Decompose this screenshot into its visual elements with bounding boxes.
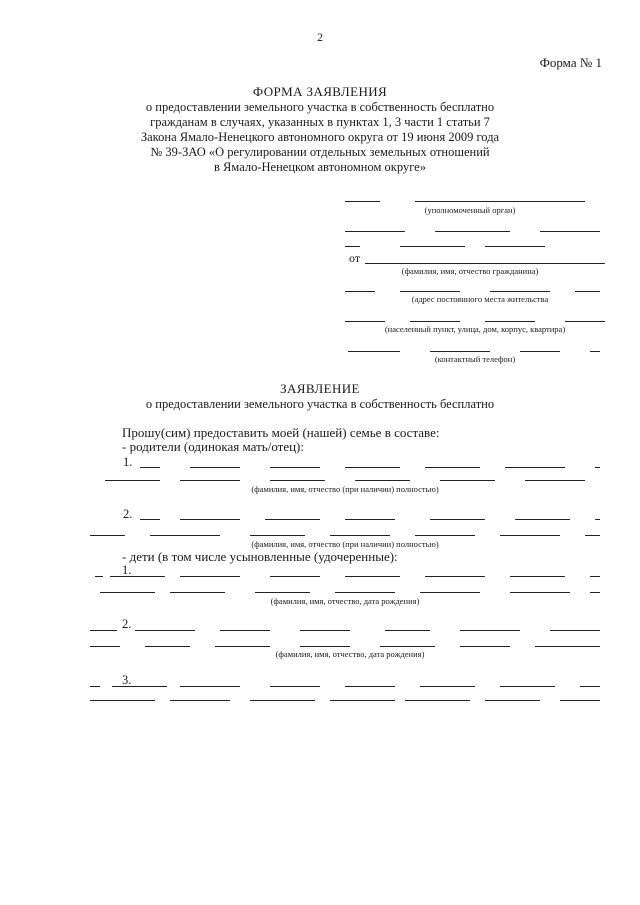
phone-blank[interactable]	[590, 351, 600, 352]
child-1-field[interactable]	[255, 592, 310, 593]
address-caption: (адрес постоянного места жительства	[411, 294, 549, 304]
child-3-number: 3.	[122, 673, 132, 687]
address-blank[interactable]	[490, 291, 550, 292]
request-text: Прошу(сим) предоставить моей (нашей) семье в составе:	[122, 425, 440, 440]
child-3-field[interactable]	[500, 686, 555, 687]
child-2-field[interactable]	[90, 646, 120, 647]
name-blank[interactable]	[345, 246, 360, 247]
authority-blank[interactable]	[540, 231, 600, 232]
child-3-field[interactable]	[90, 700, 155, 701]
child-3-field[interactable]	[270, 686, 320, 687]
children-label: - дети (в том числе усыновленные (удочеренные):	[122, 549, 398, 564]
child-3-field[interactable]	[580, 686, 600, 687]
child-2-field[interactable]	[385, 630, 430, 631]
form-title: ФОРМА ЗАЯВЛЕНИЯ	[252, 84, 388, 99]
child-3-field[interactable]	[345, 686, 395, 687]
parent-2-field[interactable]	[265, 519, 320, 520]
name-caption: (фамилия, имя, отчество гражданина)	[401, 266, 539, 276]
child-1-field[interactable]	[95, 576, 103, 577]
parent-2-field[interactable]	[515, 519, 570, 520]
child-1-field[interactable]	[345, 576, 400, 577]
authority-blank[interactable]	[435, 231, 510, 232]
parent-1-field[interactable]	[425, 467, 480, 468]
child-2-field[interactable]	[135, 630, 195, 631]
child-3-field[interactable]	[250, 700, 315, 701]
locality-blank[interactable]	[565, 321, 605, 322]
child-2-field[interactable]	[215, 646, 270, 647]
parent-2-field[interactable]	[150, 535, 220, 536]
child-2-caption: (фамилия, имя, отчество, дата рождения)	[275, 649, 425, 659]
parents-label: - родители (одинокая мать/отец):	[122, 439, 304, 454]
name-field[interactable]	[365, 263, 605, 264]
child-1-field[interactable]	[510, 592, 570, 593]
child-3-field[interactable]	[560, 700, 600, 701]
phone-blank[interactable]	[348, 351, 400, 352]
authority-blank[interactable]	[345, 201, 380, 202]
child-3-field[interactable]	[420, 686, 475, 687]
parent-2-field[interactable]	[415, 535, 475, 536]
name-blank[interactable]	[485, 246, 545, 247]
parent-1-field[interactable]	[270, 467, 320, 468]
parent-2-field[interactable]	[140, 519, 160, 520]
child-1-field[interactable]	[335, 592, 395, 593]
authority-blank[interactable]	[345, 231, 405, 232]
parent-2-number: 2.	[123, 507, 133, 521]
child-1-field[interactable]	[110, 576, 165, 577]
parent-1-field[interactable]	[345, 467, 400, 468]
child-2-field[interactable]	[380, 646, 435, 647]
child-1-field[interactable]	[100, 592, 155, 593]
child-1-caption: (фамилия, имя, отчество, дата рождения)	[270, 596, 420, 606]
parent-1-field[interactable]	[105, 480, 160, 481]
from-label: от	[349, 251, 361, 265]
phone-blank[interactable]	[430, 351, 490, 352]
form-number: Форма № 1	[539, 55, 602, 70]
parent-1-field[interactable]	[525, 480, 585, 481]
locality-caption: (населенный пункт, улица, дом, корпус, квартира)	[384, 324, 566, 334]
header-line-4: № 39-ЗАО «О регулировании отдельных земельных отношений	[150, 145, 490, 159]
parent-2-field[interactable]	[585, 535, 600, 536]
parent-2-field[interactable]	[180, 519, 240, 520]
statement-subtitle: о предоставлении земельного участка в собственность бесплатно	[145, 397, 495, 411]
authority-blank[interactable]	[415, 201, 585, 202]
parent-2-caption: (фамилия, имя, отчество (при наличии) полностью)	[251, 539, 439, 549]
child-2-field[interactable]	[550, 630, 600, 631]
child-2-field[interactable]	[145, 646, 190, 647]
child-2-field[interactable]	[220, 630, 270, 631]
parent-2-field[interactable]	[500, 535, 560, 536]
child-1-field[interactable]	[170, 592, 225, 593]
parent-2-field[interactable]	[595, 519, 600, 520]
parent-2-field[interactable]	[250, 535, 305, 536]
child-3-field[interactable]	[170, 700, 230, 701]
child-1-number: 1.	[122, 563, 132, 577]
statement-title: ЗАЯВЛЕНИЕ	[280, 381, 360, 396]
authority-caption: (уполномоченный орган)	[424, 205, 516, 215]
parent-2-field[interactable]	[430, 519, 485, 520]
parent-1-field[interactable]	[140, 467, 160, 468]
parent-2-field[interactable]	[90, 535, 125, 536]
child-1-field[interactable]	[420, 592, 480, 593]
parent-1-caption: (фамилия, имя, отчество (при наличии) полностью)	[251, 484, 439, 494]
child-3-field[interactable]	[330, 700, 395, 701]
header-line-2: гражданам в случаях, указанных в пунктах 1, 3 части 1 статьи 7	[150, 115, 490, 129]
child-1-field[interactable]	[180, 576, 240, 577]
child-1-field[interactable]	[425, 576, 485, 577]
child-3-field[interactable]	[112, 686, 167, 687]
parent-2-field[interactable]	[330, 535, 390, 536]
header-line-5: в Ямало-Ненецком автономном округе»	[214, 160, 426, 174]
child-2-field[interactable]	[460, 646, 510, 647]
child-1-field[interactable]	[590, 592, 600, 593]
header-line-3: Закона Ямало-Ненецкого автономного округа от 19 июня 2009 года	[140, 130, 500, 144]
child-3-field[interactable]	[180, 686, 240, 687]
parent-1-field[interactable]	[190, 467, 240, 468]
child-2-field[interactable]	[300, 630, 350, 631]
child-3-field[interactable]	[90, 686, 100, 687]
phone-caption: (контактный телефон)	[434, 354, 516, 364]
address-blank[interactable]	[345, 291, 375, 292]
child-2-number: 2.	[122, 617, 132, 631]
parent-1-field[interactable]	[270, 480, 325, 481]
child-2-field[interactable]	[300, 646, 350, 647]
child-1-field[interactable]	[270, 576, 320, 577]
child-1-field[interactable]	[510, 576, 565, 577]
phone-blank[interactable]	[520, 351, 560, 352]
address-blank[interactable]	[575, 291, 600, 292]
child-1-field[interactable]	[590, 576, 600, 577]
child-3-field[interactable]	[485, 700, 540, 701]
parent-1-field[interactable]	[180, 480, 240, 481]
child-2-field[interactable]	[535, 646, 600, 647]
name-blank[interactable]	[400, 246, 465, 247]
locality-blank[interactable]	[345, 321, 385, 322]
locality-blank[interactable]	[485, 321, 535, 322]
parent-1-field[interactable]	[595, 467, 600, 468]
child-3-field[interactable]	[405, 700, 470, 701]
parent-2-field[interactable]	[345, 519, 395, 520]
parent-1-field[interactable]	[440, 480, 495, 481]
locality-blank[interactable]	[410, 321, 460, 322]
header-line-1: о предоставлении земельного участка в собственность бесплатно	[145, 100, 495, 114]
child-2-field[interactable]	[90, 630, 117, 631]
parent-1-field[interactable]	[355, 480, 410, 481]
parent-1-number: 1.	[123, 455, 133, 469]
child-2-field[interactable]	[460, 630, 520, 631]
parent-1-field[interactable]	[505, 467, 565, 468]
address-blank[interactable]	[400, 291, 460, 292]
page-number: 2	[317, 30, 323, 44]
